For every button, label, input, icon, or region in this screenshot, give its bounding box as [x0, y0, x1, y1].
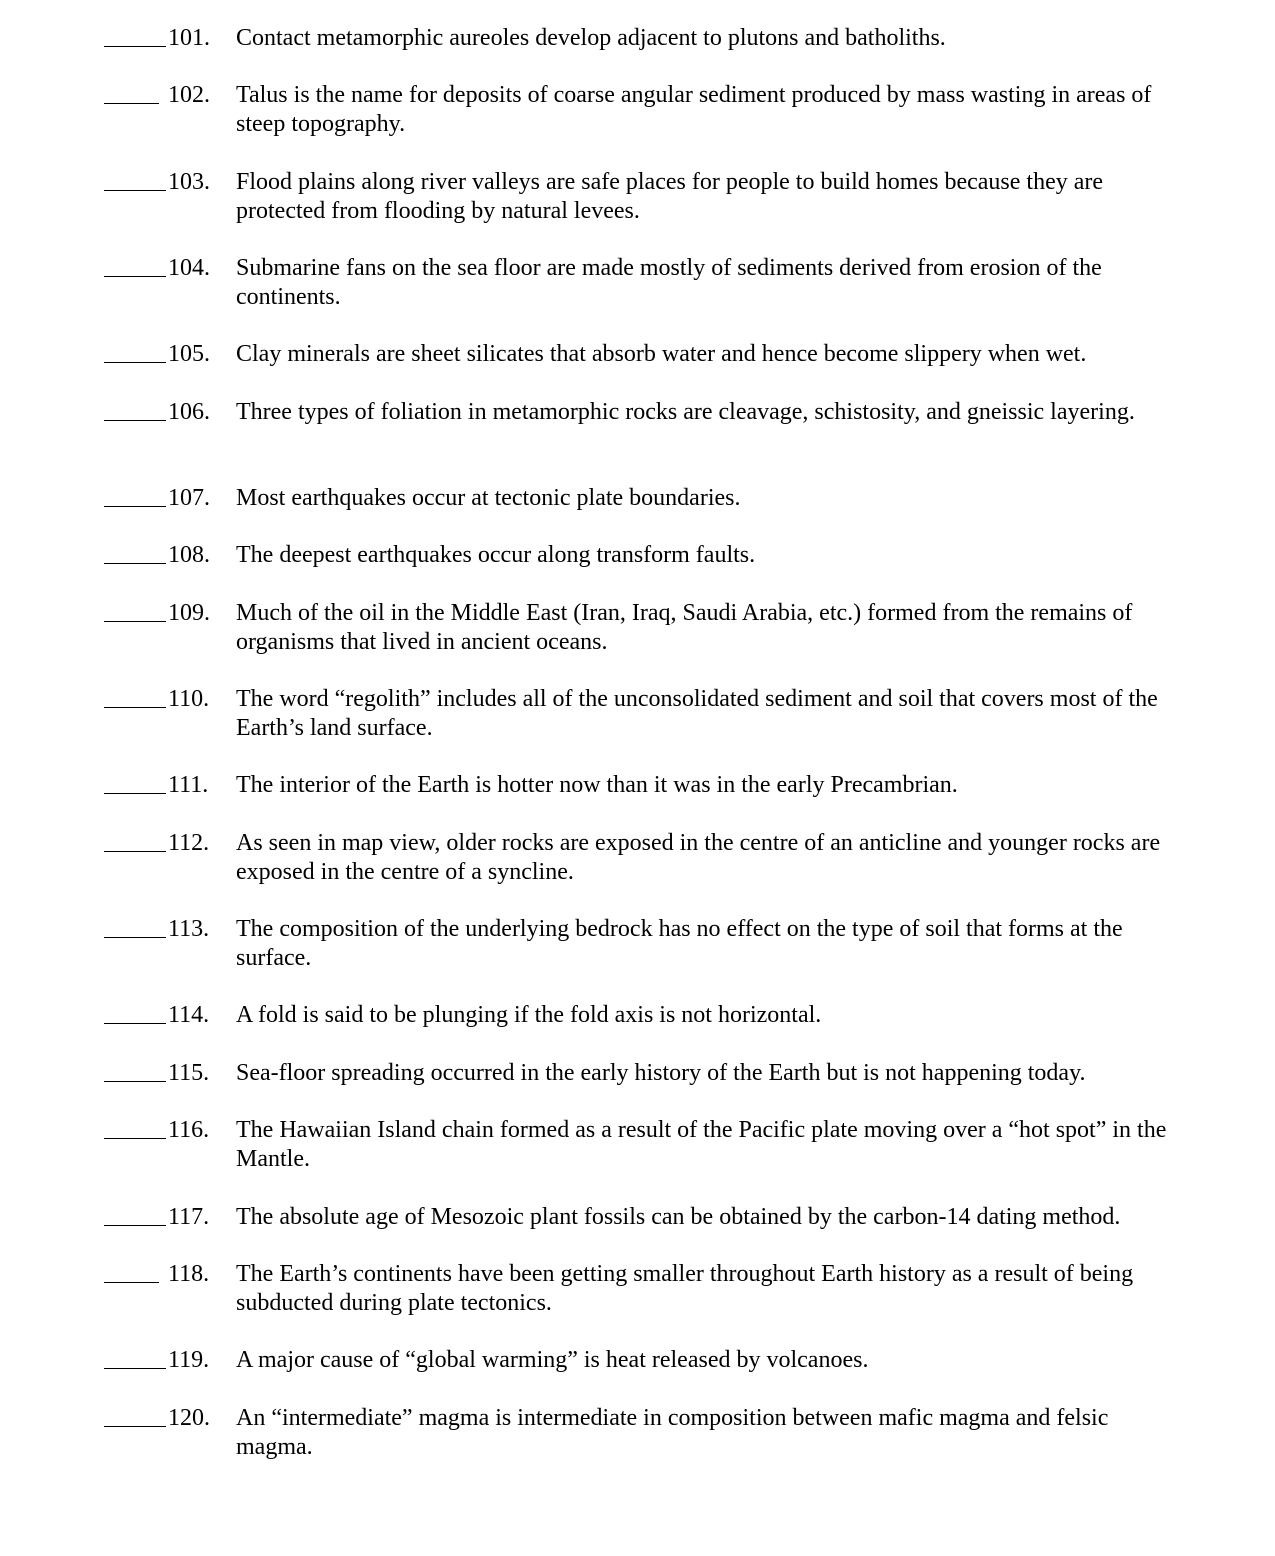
question-number: 113.: [168, 916, 210, 942]
answer-blank[interactable]: [104, 254, 166, 277]
question-number: 114.: [168, 1002, 210, 1028]
question-number: 104.: [168, 255, 210, 281]
question-number: 103.: [168, 169, 210, 195]
question-number: 109.: [168, 600, 210, 626]
answer-blank[interactable]: [104, 484, 166, 507]
question-text: The absolute age of Mesozoic plant fossils can be obtained by the carbon-14 dating method.: [236, 1204, 1121, 1230]
answer-blank[interactable]: [104, 1059, 166, 1082]
question-number: 108.: [168, 542, 210, 568]
question-text: A fold is said to be plunging if the fold axis is not horizontal.: [236, 1002, 822, 1028]
question-text: A major cause of “global warming” is heat released by volcanoes.: [236, 1347, 869, 1373]
question-number: 115.: [168, 1060, 210, 1086]
answer-blank[interactable]: [104, 24, 166, 47]
question-number: 118.: [168, 1261, 210, 1287]
question-text: The interior of the Earth is hotter now than it was in the early Precambrian.: [236, 772, 958, 798]
question-number: 107.: [168, 485, 210, 511]
question-text: Sea-floor spreading occurred in the early history of the Earth but is not happening today.: [236, 1060, 1086, 1086]
question-number: 105.: [168, 341, 210, 367]
question-text: The Earth’s continents have been getting smaller throughout Earth history as a result of being subducted during plate tectonics.: [236, 1261, 1134, 1316]
answer-blank[interactable]: [104, 1203, 166, 1226]
answer-blank[interactable]: [104, 541, 166, 564]
question-text: Flood plains along river valleys are safe places for people to build homes because they are protected from flooding by natural levees.: [236, 169, 1104, 224]
question-text: Most earthquakes occur at tectonic plate boundaries.: [236, 485, 741, 511]
answer-blank[interactable]: [104, 599, 166, 622]
question-number: 112.: [168, 830, 210, 856]
question-number: 111.: [168, 772, 209, 798]
answer-blank[interactable]: [104, 915, 166, 938]
answer-blank[interactable]: [104, 1116, 166, 1139]
question-number: 119.: [168, 1347, 210, 1373]
question-text: Three types of foliation in metamorphic rocks are cleavage, schistosity, and gneissic layering.: [236, 399, 1135, 425]
answer-blank[interactable]: [104, 1260, 159, 1283]
answer-blank[interactable]: [104, 1404, 166, 1427]
answer-blank[interactable]: [104, 685, 166, 708]
question-number: 102.: [168, 82, 210, 108]
question-text: Submarine fans on the sea floor are made mostly of sediments derived from erosion of the continents.: [236, 255, 1102, 310]
answer-blank[interactable]: [104, 398, 166, 421]
answer-blank[interactable]: [104, 829, 166, 852]
question-number: 110.: [168, 686, 210, 712]
question-text: As seen in map view, older rocks are exposed in the centre of an anticline and younger rocks are exposed in the centre of a syncline.: [236, 830, 1161, 885]
question-number: 117.: [168, 1204, 210, 1230]
question-number: 101.: [168, 25, 210, 51]
answer-blank[interactable]: [104, 771, 166, 794]
question-text: The Hawaiian Island chain formed as a result of the Pacific plate moving over a “hot spot” in the Mantle.: [236, 1117, 1167, 1172]
question-text: Talus is the name for deposits of coarse angular sediment produced by mass wasting in areas of steep topography.: [236, 82, 1152, 137]
question-text: Contact metamorphic aureoles develop adjacent to plutons and batholiths.: [236, 25, 946, 51]
answer-blank[interactable]: [104, 340, 166, 363]
question-text: An “intermediate” magma is intermediate in composition between mafic magma and felsic magma.: [236, 1405, 1109, 1460]
question-text: Much of the oil in the Middle East (Iran, Iraq, Saudi Arabia, etc.) formed from the remains of organisms that lived in ancient oceans.: [236, 600, 1133, 655]
question-text: The composition of the underlying bedrock has no effect on the type of soil that forms at the surface.: [236, 916, 1123, 971]
answer-blank[interactable]: [104, 168, 166, 191]
question-text: The word “regolith” includes all of the unconsolidated sediment and soil that covers most of the Earth’s land surface.: [236, 686, 1158, 741]
question-text: Clay minerals are sheet silicates that absorb water and hence become slippery when wet.: [236, 341, 1087, 367]
question-number: 116.: [168, 1117, 210, 1143]
answer-blank[interactable]: [104, 1346, 166, 1369]
question-text: The deepest earthquakes occur along transform faults.: [236, 542, 756, 568]
question-number: 106.: [168, 399, 210, 425]
question-number: 120.: [168, 1405, 210, 1431]
answer-blank[interactable]: [104, 81, 159, 104]
answer-blank[interactable]: [104, 1001, 166, 1024]
